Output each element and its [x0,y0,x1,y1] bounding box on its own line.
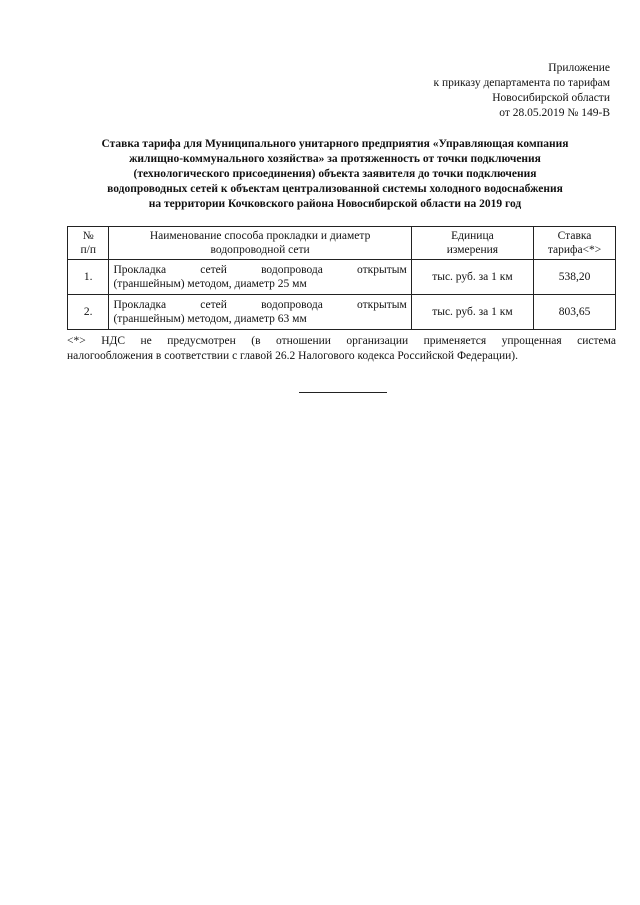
title-line: Ставка тарифа для Муниципального унитарного предприятия «Управляющая компания [101,138,569,150]
row-rate: 538,20 [534,260,616,295]
footnote-line: <*> НДС не предусмотрен (в отношении организации применяется упрощенная система [67,335,616,347]
row-num: 2. [68,295,109,330]
header-rate: Ставка тарифа<*> [534,227,616,260]
title-line: водопроводных сетей к объектам централизованной системы холодного водоснабжения [107,183,563,195]
footnote [67,334,616,364]
header-num: № п/п [68,227,109,260]
document-title [70,137,600,212]
row-rate: 803,65 [534,295,616,330]
row-unit: тыс. руб. за 1 км [411,260,533,295]
tariff-table [67,226,616,330]
table-header-row [68,227,616,260]
appendix-header [433,61,610,121]
header-unit: Единица измерения [411,227,533,260]
row-name: Прокладка сетей водопровода открытым (траншейным) методом, диаметр 25 мм [109,260,411,295]
row-num: 1. [68,260,109,295]
footnote-line: налогообложения в соответствии с главой 26.2 Налогового кодекса Российской Федерации). [67,350,518,362]
end-divider [299,392,387,393]
title-line: (технологического присоединения) объекта заявителя до точки подключения [133,168,537,180]
title-line: на территории Кочковского района Новосибирской области на 2019 год [148,198,522,210]
header-name: Наименование способа прокладки и диаметр водопроводной сети [109,227,411,260]
title-line: жилищно-коммунального хозяйства» за протяженность от точки подключения [129,153,541,165]
appendix-line: Новосибирской области [492,92,610,104]
table-row [68,260,616,295]
appendix-line: Приложение [548,62,610,74]
table-row [68,295,616,330]
appendix-date-line: от 28.05.2019 № 149-В [499,107,610,119]
row-name: Прокладка сетей водопровода открытым (траншейным) методом, диаметр 63 мм [109,295,411,330]
appendix-line: к приказу департамента по тарифам [433,77,610,89]
row-unit: тыс. руб. за 1 км [411,295,533,330]
